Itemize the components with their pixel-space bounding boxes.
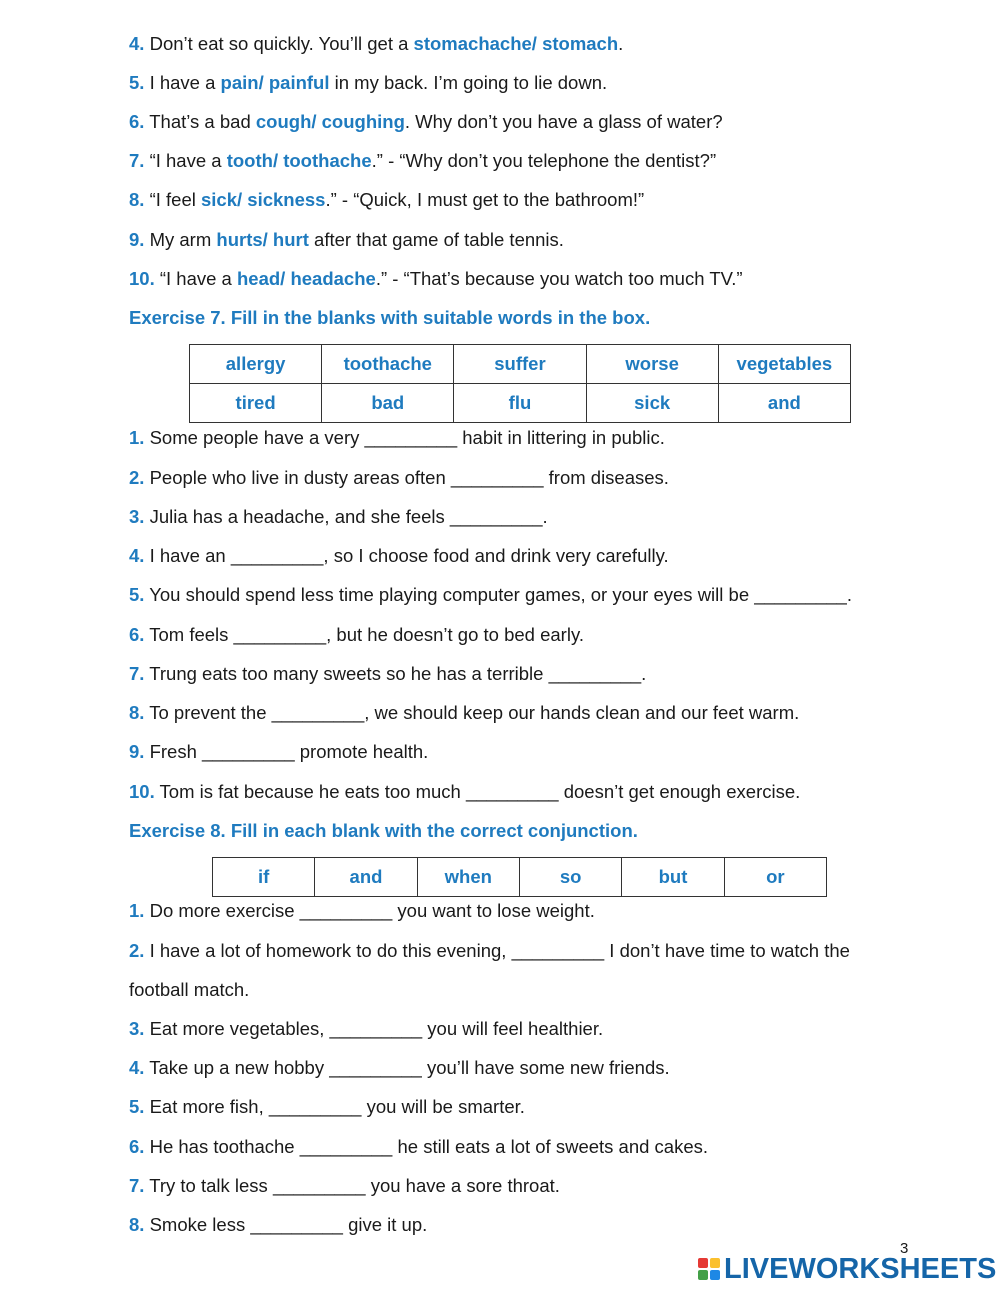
ex8-item-2-continuation: football match. (129, 979, 250, 1000)
item-text: You should spend less time playing computer games, or your eyes will be _________. (149, 584, 852, 605)
item-number: 9. (129, 229, 145, 250)
item-number: 2. (129, 940, 145, 961)
liveworksheets-logo[interactable] (698, 1254, 996, 1284)
item-number: 1. (129, 900, 145, 921)
item-number: 6. (129, 1136, 145, 1157)
ex6-item-8 (129, 188, 644, 212)
ex6-item-6 (129, 110, 723, 134)
ex7-item-8 (129, 701, 799, 725)
item-number: 6. (129, 624, 145, 645)
ex8-item-6 (129, 1135, 708, 1159)
word-box-cell: and (315, 858, 417, 897)
logo-text: LIVEWORKSHEETS (724, 1252, 997, 1285)
item-number: 6. (129, 111, 145, 132)
word-box-cell: flu (454, 384, 586, 423)
word-box-cell: sick (586, 384, 718, 423)
ex6-item-9 (129, 228, 564, 252)
ex6-item-7 (129, 149, 716, 173)
ex7-item-5 (129, 583, 852, 607)
item-text: . (618, 33, 624, 54)
word-box-exercise-8 (212, 857, 827, 897)
word-box-row (213, 858, 827, 897)
word-box-cell: bad (322, 384, 454, 423)
item-number: 5. (129, 1096, 145, 1117)
item-text: “I feel (149, 189, 201, 210)
ex7-item-1 (129, 426, 665, 450)
word-choice: stomachache/ stomach (413, 33, 619, 54)
word-choice: head/ headache (237, 268, 376, 289)
item-text: after that game of table tennis. (308, 229, 564, 250)
item-text: That’s a bad (149, 111, 256, 132)
ex7-item-7 (129, 662, 646, 686)
ex8-item-8 (129, 1213, 427, 1237)
ex8-item-5 (129, 1095, 525, 1119)
word-box-cell: worse (586, 345, 718, 384)
item-number: 1. (129, 427, 145, 448)
word-box-cell: tired (190, 384, 322, 423)
item-text: in my back. I’m going to lie down. (329, 72, 608, 93)
item-number: 2. (129, 467, 145, 488)
item-text: Julia has a headache, and she feels _________. (149, 506, 548, 527)
ex8-item-3 (129, 1017, 603, 1041)
item-number: 4. (129, 545, 145, 566)
item-text: .” - “That’s because you watch too much TV.” (375, 268, 743, 289)
item-number: 4. (129, 1057, 145, 1078)
item-text: Eat more fish, _________ you will be smarter. (149, 1096, 525, 1117)
ex7-item-6 (129, 623, 584, 647)
ex7-item-2 (129, 466, 669, 490)
word-choice: tooth/ toothache (226, 150, 372, 171)
item-text: .” - “Why don’t you telephone the dentist?” (371, 150, 717, 171)
item-text: .” - “Quick, I must get to the bathroom!” (325, 189, 645, 210)
ex6-item-5 (129, 71, 607, 95)
ex8-item-4 (129, 1056, 670, 1080)
word-choice: cough/ coughing (255, 111, 405, 132)
item-text: I have an _________, so I choose food and drink very carefully. (149, 545, 669, 566)
item-text: Tom feels _________, but he doesn’t go to bed early. (149, 624, 584, 645)
ex7-item-3 (129, 505, 548, 529)
item-number: 3. (129, 506, 145, 527)
item-text: My arm (149, 229, 217, 250)
word-choice: hurts/ hurt (216, 229, 309, 250)
word-box-cell: toothache (322, 345, 454, 384)
item-text: “I have a (159, 268, 237, 289)
word-box-cell: if (213, 858, 315, 897)
ex8-item-2 (129, 939, 850, 963)
item-text: To prevent the _________, we should keep our hands clean and our feet warm. (149, 702, 800, 723)
logo-square-icon (710, 1258, 720, 1268)
ex8-item-1 (129, 899, 595, 923)
item-text: Tom is fat because he eats too much _________ doesn’t get enough exercise. (159, 781, 801, 802)
item-number: 7. (129, 150, 145, 171)
ex8-item-7 (129, 1174, 560, 1198)
page-number: 3 (900, 1240, 909, 1257)
word-choice: pain/ painful (220, 72, 330, 93)
word-box-cell: when (417, 858, 519, 897)
item-number: 8. (129, 702, 145, 723)
exercise-7-title: Exercise 7. Fill in the blanks with suitable words in the box. (129, 307, 651, 328)
item-text: Take up a new hobby _________ you’ll have some new friends. (149, 1057, 670, 1078)
item-text: He has toothache _________ he still eats a lot of sweets and cakes. (149, 1136, 709, 1157)
ex7-item-4 (129, 544, 669, 568)
item-number: 9. (129, 741, 145, 762)
item-text: People who live in dusty areas often _________ from diseases. (149, 467, 669, 488)
item-number: 5. (129, 72, 145, 93)
item-text: Some people have a very _________ habit in littering in public. (149, 427, 665, 448)
ex6-item-4 (129, 32, 623, 56)
word-box-cell: so (519, 858, 621, 897)
exercise-8-title: Exercise 8. Fill in each blank with the correct conjunction. (129, 820, 638, 841)
item-text: Smoke less _________ give it up. (149, 1214, 428, 1235)
word-box-cell: allergy (190, 345, 322, 384)
word-box-cell: or (724, 858, 826, 897)
liveworksheets-logo-icon (698, 1258, 720, 1280)
word-box-exercise-7 (189, 344, 851, 423)
item-text: Eat more vegetables, _________ you will feel healthier. (149, 1018, 604, 1039)
item-number: 7. (129, 1175, 145, 1196)
item-text: . Why don’t you have a glass of water? (404, 111, 723, 132)
item-text: I have a lot of homework to do this evening, _________ I don’t have time to watch the (149, 940, 850, 961)
logo-square-icon (698, 1258, 708, 1268)
word-choice: sick/ sickness (201, 189, 326, 210)
word-box-row (190, 384, 851, 423)
item-text: “I have a (149, 150, 227, 171)
item-text: Do more exercise _________ you want to lose weight. (149, 900, 595, 921)
item-text: Trung eats too many sweets so he has a terrible _________. (149, 663, 647, 684)
ex7-item-9 (129, 740, 428, 764)
ex6-item-10 (129, 267, 743, 291)
word-box-cell: and (718, 384, 850, 423)
logo-square-icon (710, 1270, 720, 1280)
item-text: I have a (149, 72, 221, 93)
item-text: Don’t eat so quickly. You’ll get a (149, 33, 414, 54)
item-text: Try to talk less _________ you have a sore throat. (149, 1175, 560, 1196)
item-number: 4. (129, 33, 145, 54)
item-number: 7. (129, 663, 145, 684)
item-text: Fresh _________ promote health. (149, 741, 429, 762)
item-number: 10. (129, 268, 155, 289)
item-number: 10. (129, 781, 155, 802)
item-number: 8. (129, 1214, 145, 1235)
ex7-item-10 (129, 780, 800, 804)
word-box-cell: vegetables (718, 345, 850, 384)
item-number: 8. (129, 189, 145, 210)
word-box-row (190, 345, 851, 384)
word-box-cell: suffer (454, 345, 586, 384)
item-number: 5. (129, 584, 145, 605)
word-box-cell: but (622, 858, 724, 897)
item-number: 3. (129, 1018, 145, 1039)
logo-square-icon (698, 1270, 708, 1280)
